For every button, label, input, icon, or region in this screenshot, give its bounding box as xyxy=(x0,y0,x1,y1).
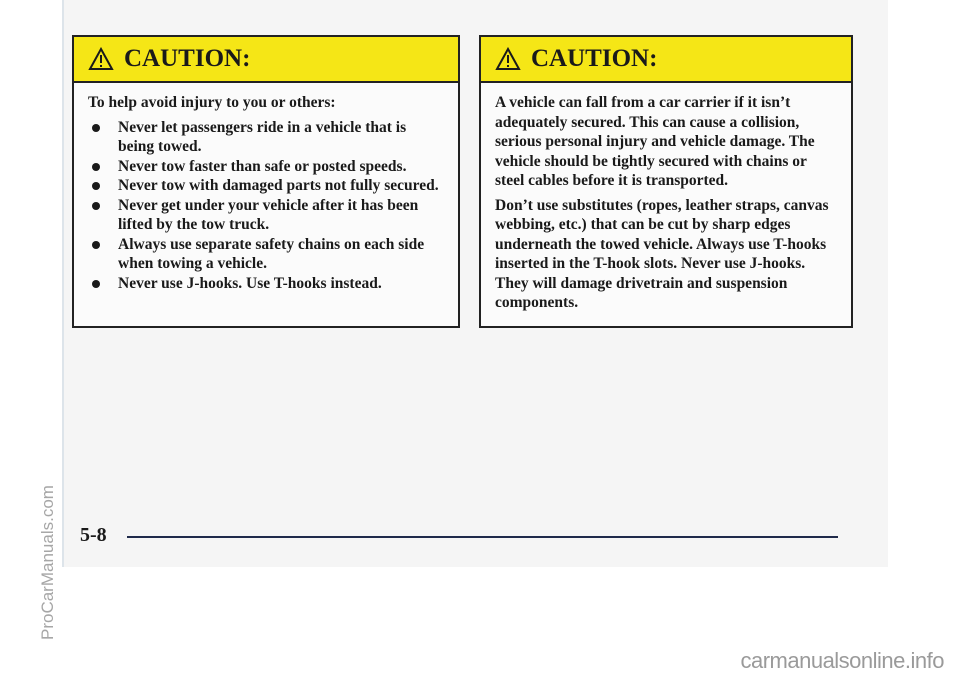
footer-rule xyxy=(127,536,838,538)
watermark-left: ProCarManuals.com xyxy=(38,485,57,640)
list-item: Never use J-hooks. Use T-hooks instead. xyxy=(88,274,446,294)
list-item: Never let passengers ride in a vehicle that is being towed. xyxy=(88,118,446,157)
list-item: Always use separate safety chains on each side when towing a vehicle. xyxy=(88,235,446,274)
page-number: 5-8 xyxy=(80,524,107,546)
list-item: Never tow faster than safe or posted speeds. xyxy=(88,157,446,177)
warning-triangle-icon xyxy=(495,47,521,71)
caution-intro: To help avoid injury to you or others: xyxy=(88,94,336,111)
caution-title: CAUTION: xyxy=(124,45,251,72)
manual-page xyxy=(62,0,888,567)
warning-triangle-icon xyxy=(88,47,114,71)
caution-header xyxy=(481,37,851,83)
list-item: Never get under your vehicle after it has been lifted by the tow truck. xyxy=(88,196,446,235)
caution-title: CAUTION: xyxy=(531,45,658,72)
caution-paragraph: A vehicle can fall from a car carrier if it isn’t adequately secured. This can cause a collision, serious personal injury and vehicle damage. The vehicle should be tightly secured with chains or steel cables before it is transported. xyxy=(495,94,815,189)
watermark-right: carmanualsonline.info xyxy=(740,648,944,673)
list-item: Never tow with damaged parts not fully secured. xyxy=(88,176,446,196)
caution-paragraph: Don’t use substitutes (ropes, leather straps, canvas webbing, etc.) that can be cut by sharp edges underneath the towed vehicle. Always use T-hooks inserted in the T-hook slots. Never use J-hooks. They will damage drivetrain and suspension components. xyxy=(495,196,829,311)
caution-header xyxy=(74,37,458,83)
caution-box-right xyxy=(479,35,853,328)
caution-box-left xyxy=(72,35,460,328)
